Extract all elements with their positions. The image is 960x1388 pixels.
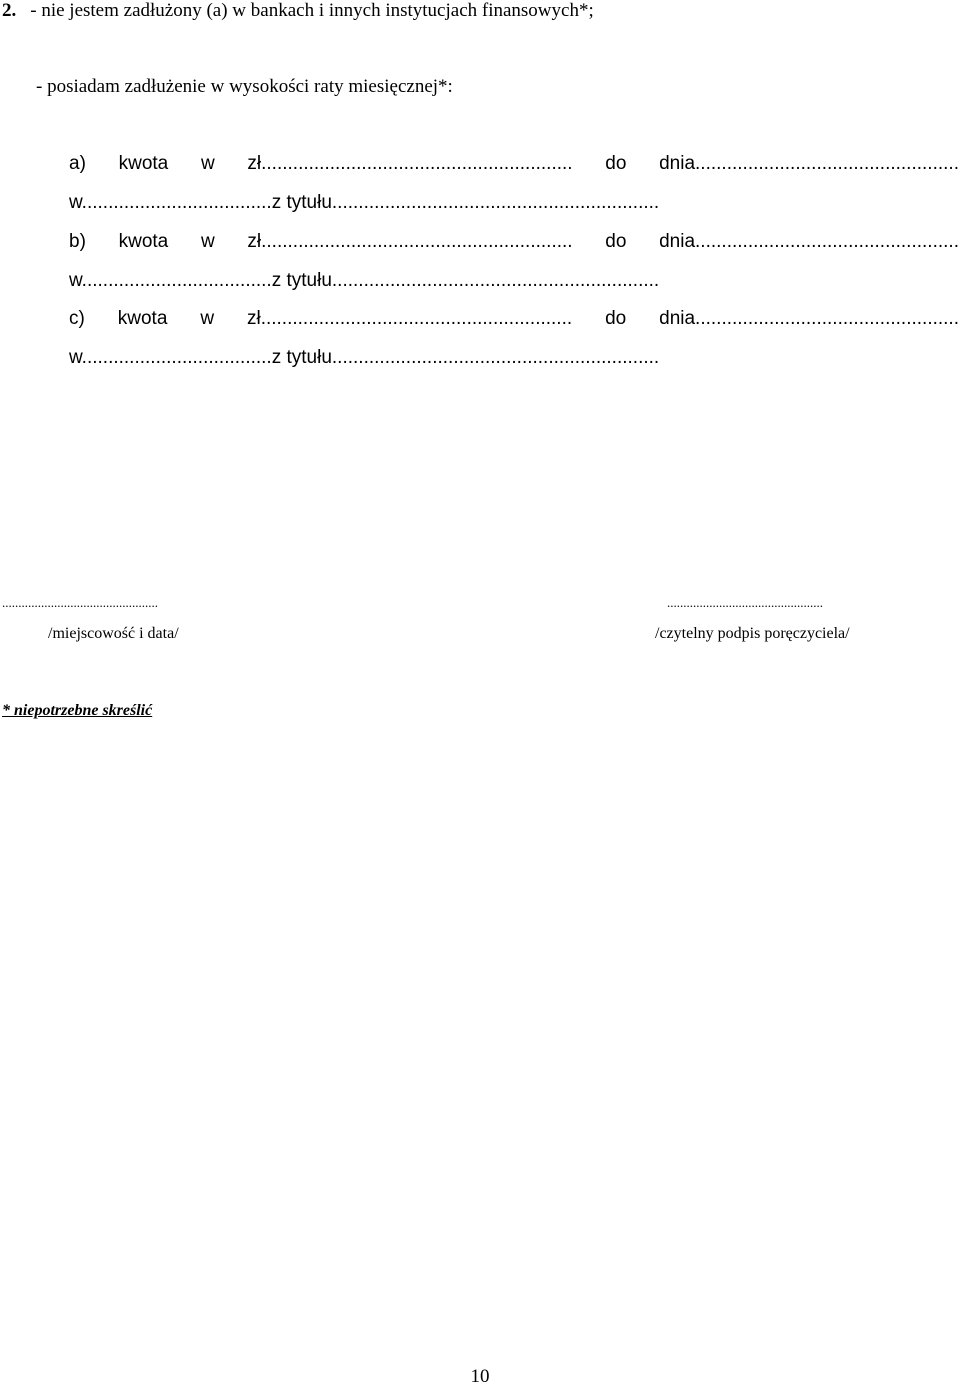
item-number: 2. — [2, 0, 17, 21]
entry-b-amount-line — [69, 231, 959, 253]
entry-c-amount-line — [69, 308, 959, 330]
entry-word-kwota: kwota — [118, 153, 169, 174]
amount-field: zł........................................................... — [246, 308, 573, 329]
entry-word-w: w — [200, 231, 215, 252]
footnote: * niepotrzebne skreślić — [2, 702, 153, 719]
place-date-label: /miejscowość i data/ — [48, 625, 179, 642]
entry-c-creditor-line: w....................................z tytułu.............................................................. — [69, 347, 660, 368]
entry-word-w: w — [200, 308, 215, 329]
place-date-dots: ................................................ — [2, 595, 158, 610]
signature-dots: ................................................ — [667, 595, 823, 610]
entry-a-creditor-line: w....................................z tytułu.............................................................. — [69, 192, 660, 213]
entry-marker: a) — [69, 153, 86, 174]
entry-word-do: do — [605, 308, 627, 329]
entry-word-do: do — [605, 231, 627, 252]
entry-marker: b) — [69, 231, 86, 252]
item-2-line — [2, 0, 594, 22]
entry-word-do: do — [605, 153, 627, 174]
amount-field: zł........................................................... — [247, 231, 573, 252]
page-number: 10 — [470, 1366, 490, 1387]
date-field: dnia.................................................. — [659, 153, 959, 174]
entry-word-w: w — [200, 153, 215, 174]
entry-word-kwota: kwota — [118, 231, 169, 252]
not-indebted-statement: - nie jestem zadłużony (a) w bankach i innych instytucjach finansowych*; — [30, 0, 594, 21]
indebted-statement: - posiadam zadłużenie w wysokości raty miesięcznej*: — [36, 76, 453, 97]
entry-word-kwota: kwota — [117, 308, 168, 329]
date-field: dnia.................................................. — [659, 231, 959, 252]
amount-field: zł........................................................... — [247, 153, 573, 174]
entry-a-amount-line — [69, 153, 959, 175]
entry-marker: c) — [69, 308, 85, 329]
date-field: dnia.................................................. — [659, 308, 959, 329]
signature-label: /czytelny podpis poręczyciela/ — [655, 625, 850, 642]
entry-b-creditor-line: w....................................z tytułu.............................................................. — [69, 270, 660, 291]
